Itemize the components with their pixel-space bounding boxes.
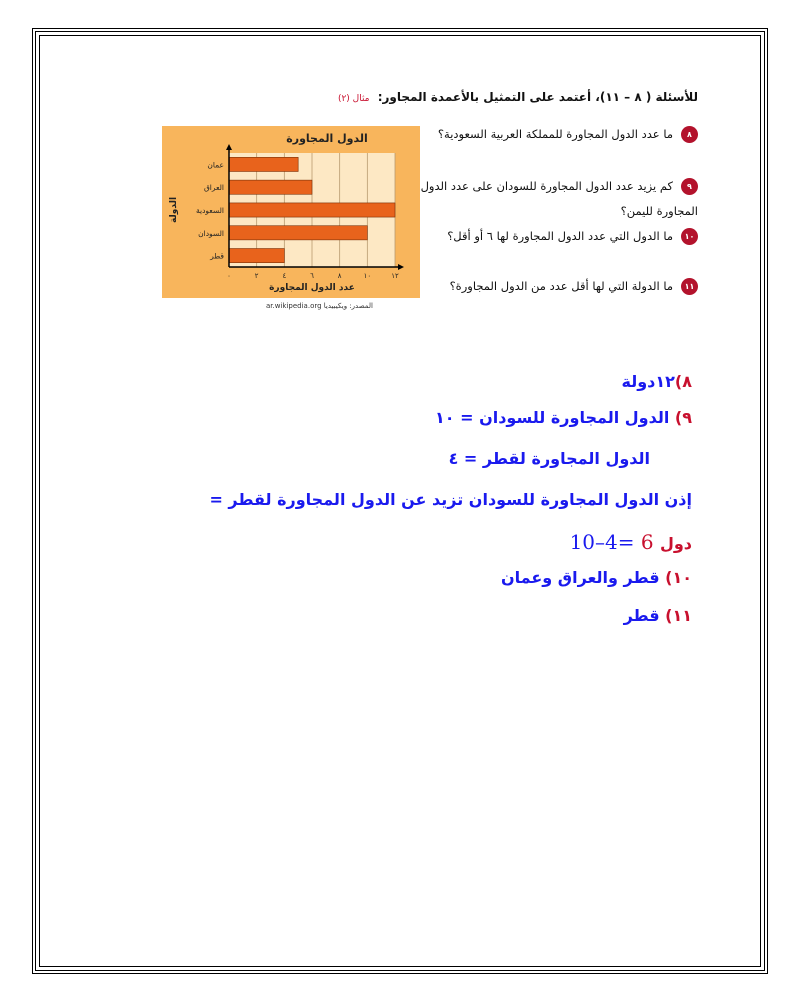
chart-source: المصدر: ويكيبيديا ar.wikipedia.org — [266, 302, 373, 310]
x-tick-label: ٦ — [310, 272, 314, 280]
answer-text: ١٢دولة — [621, 372, 675, 391]
x-tick-label: ٢ — [254, 272, 259, 280]
answer-8 — [622, 372, 692, 391]
example-reference: مثال (٢) — [337, 94, 370, 104]
x-tick-label: ٨ — [337, 272, 342, 280]
bar — [229, 226, 367, 240]
bar — [229, 157, 298, 171]
y-axis-arrow — [226, 144, 232, 150]
category-labels — [196, 160, 224, 260]
equation-result: 6 — [640, 530, 654, 554]
x-tick-label: ٤ — [282, 272, 287, 280]
question-text: ما عدد الدول المجاورة للمملكة العربية السعودية؟ — [437, 127, 673, 141]
category-label: قطر — [210, 251, 224, 261]
question-number-badge: ٨ — [681, 126, 698, 143]
question-text: ما الدولة التي لها أقل عدد من الدول المجاورة؟ — [449, 279, 673, 293]
bar — [229, 180, 312, 194]
answer-number: ١١) — [665, 606, 692, 625]
answer-text: قطر والعراق وعمان — [500, 568, 660, 587]
x-axis-label: عدد الدول المجاورة — [269, 283, 355, 293]
category-label: العراق — [203, 183, 224, 193]
question-text: كم يزيد عدد الدول المجاورة للسودان على عدد الدول المجاورة لليمن؟ — [420, 179, 698, 218]
equation-unit: دول — [659, 534, 692, 553]
answer-9-line-2 — [449, 449, 650, 468]
question-number-badge: ١٠ — [681, 228, 698, 245]
question-11 — [398, 274, 698, 299]
answer-text: الدول المجاورة للسودان = ١٠ — [435, 408, 670, 427]
answer-number: ١٠) — [665, 568, 692, 587]
question-8 — [398, 122, 698, 147]
answer-text: الدول المجاورة لقطر = ٤ — [448, 449, 650, 468]
category-label: السودان — [198, 228, 224, 238]
category-label: السعودية — [195, 206, 224, 215]
category-label: عمان — [207, 160, 224, 170]
question-10 — [398, 224, 698, 249]
neighbors-bar-chart — [162, 126, 420, 298]
question-9 — [398, 174, 698, 224]
answer-text: قطر — [623, 606, 660, 625]
questions-heading — [338, 90, 698, 104]
answer-9-equation — [570, 530, 692, 554]
chart-canvas — [162, 126, 420, 298]
bar — [229, 203, 395, 217]
answer-number: ٨) — [674, 372, 692, 391]
x-tick-label: ١٢ — [391, 272, 399, 280]
chart-title: الدول المجاورة — [286, 132, 368, 145]
x-tick-labels — [227, 272, 399, 280]
x-tick-label: ٠ — [227, 272, 231, 280]
x-tick-label: ١٠ — [363, 272, 372, 280]
question-text: ما الدول التي عدد الدول المجاورة لها ٦ أو أقل؟ — [447, 229, 673, 243]
question-number-badge: ١١ — [681, 278, 698, 295]
heading-text: للأسئلة ( ٨ – ١١)، أعتمد على التمثيل بالأعمدة المجاور: — [377, 90, 698, 104]
answer-11 — [624, 606, 692, 625]
bar — [229, 249, 284, 263]
answer-text: إذن الدول المجاورة للسودان تزيد عن الدول المجاورة لقطر = — [209, 490, 692, 509]
answer-number: ٩) — [674, 408, 692, 427]
equation-expression: 10–4= — [569, 530, 635, 554]
x-axis-arrow — [398, 264, 404, 270]
answer-10 — [501, 568, 692, 587]
y-axis-label: الدولة — [169, 196, 179, 224]
answer-9-line-3 — [209, 490, 692, 509]
question-number-badge: ٩ — [681, 178, 698, 195]
answer-9 — [435, 408, 692, 427]
